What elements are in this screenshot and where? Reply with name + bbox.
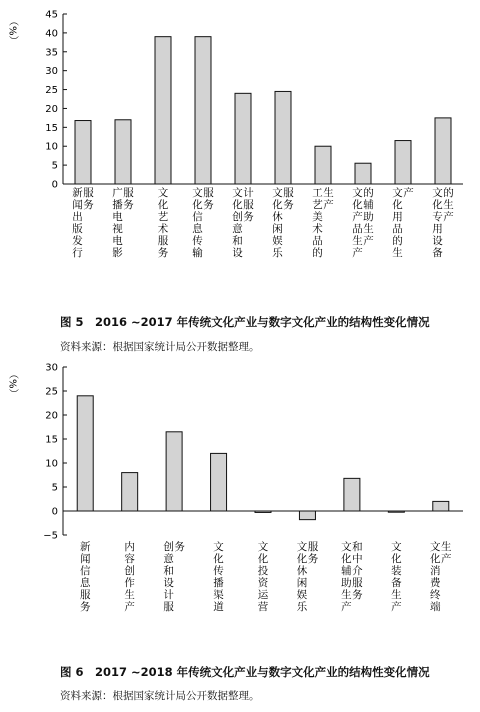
category-label: 文化装备生产 <box>391 541 402 613</box>
bar <box>77 396 93 511</box>
y-axis-label: （%） <box>6 369 18 399</box>
y-tick-label: 35 <box>45 47 58 59</box>
category-label: 文化传播渠道 <box>213 541 224 613</box>
y-tick-label: 25 <box>45 386 58 398</box>
category-label: 文化创意和设计服务 <box>232 187 254 259</box>
y-tick-label: 20 <box>45 410 58 422</box>
category-label: 文化产品生产的辅助生产 <box>352 187 374 259</box>
y-axis-label: （%） <box>6 16 18 46</box>
category-label: 文化专用设备的生产 <box>432 187 454 259</box>
bar <box>435 118 451 184</box>
category-label: 文化休闲娱乐服务 <box>272 187 294 259</box>
category-label: 广播电视电影服务 <box>112 187 134 259</box>
bar <box>315 146 331 184</box>
y-tick-label: 15 <box>45 434 58 446</box>
bar <box>155 37 171 184</box>
y-tick-label: 30 <box>45 362 58 374</box>
bar <box>211 453 227 511</box>
bar <box>433 501 449 511</box>
y-tick-label: 20 <box>45 103 58 115</box>
bar <box>275 91 291 184</box>
category-label: 文化投资运营 <box>257 541 269 613</box>
category-label: 文化艺术服务 <box>157 187 169 259</box>
y-tick-label: 5 <box>51 160 58 172</box>
y-tick-label: 25 <box>45 85 58 97</box>
bar <box>122 473 138 511</box>
bar <box>235 93 251 184</box>
bar <box>299 511 315 520</box>
chart-2-caption: 图 6 2017 ~2018 年传统文化产业与数字文化产业的结构性变化情况 <box>60 665 430 679</box>
bar <box>195 37 211 184</box>
y-tick-label: 0 <box>51 506 58 518</box>
bar <box>355 163 371 184</box>
chart-1-caption: 图 5 2016 ~2017 年传统文化产业与数字文化产业的结构性变化情况 <box>60 315 430 329</box>
category-label: 文化辅助生产和中介服务 <box>341 541 363 613</box>
y-tick-label: 30 <box>45 66 58 78</box>
category-label: 工艺美术品的生产 <box>312 187 334 259</box>
y-tick-label: 10 <box>45 141 58 153</box>
chart-2-source: 资料来源：根据国家统计局公开数据整理。 <box>60 690 260 702</box>
y-tick-label: 40 <box>45 28 58 40</box>
y-tick-label: −5 <box>43 530 58 542</box>
bar <box>75 121 91 184</box>
bar <box>344 478 360 511</box>
bar <box>255 511 271 512</box>
chart-1 <box>0 0 480 310</box>
category-label: 文化休闲娱乐服务 <box>296 541 319 613</box>
y-tick-label: 5 <box>51 482 58 494</box>
chart-1-source: 资料来源：根据国家统计局公开数据整理。 <box>60 341 260 353</box>
bar <box>388 511 404 512</box>
category-label: 文化用品的生产 <box>392 187 414 259</box>
category-label: 内容创作生产 <box>124 541 135 613</box>
bar <box>166 432 182 511</box>
y-tick-label: 45 <box>45 9 58 21</box>
category-label: 新闻信息服务 <box>79 541 91 613</box>
y-tick-label: 0 <box>51 179 58 191</box>
y-tick-label: 10 <box>45 458 58 470</box>
category-label: 新闻出版发行服务 <box>72 187 94 259</box>
category-label: 文化消费终端生产 <box>430 541 452 613</box>
chart-2 <box>0 355 480 655</box>
bar <box>395 141 411 184</box>
y-tick-label: 15 <box>45 122 58 134</box>
category-label: 创意和设计服务 <box>163 541 185 613</box>
category-label: 文化信息传输服务 <box>192 187 214 259</box>
bar <box>115 120 131 184</box>
